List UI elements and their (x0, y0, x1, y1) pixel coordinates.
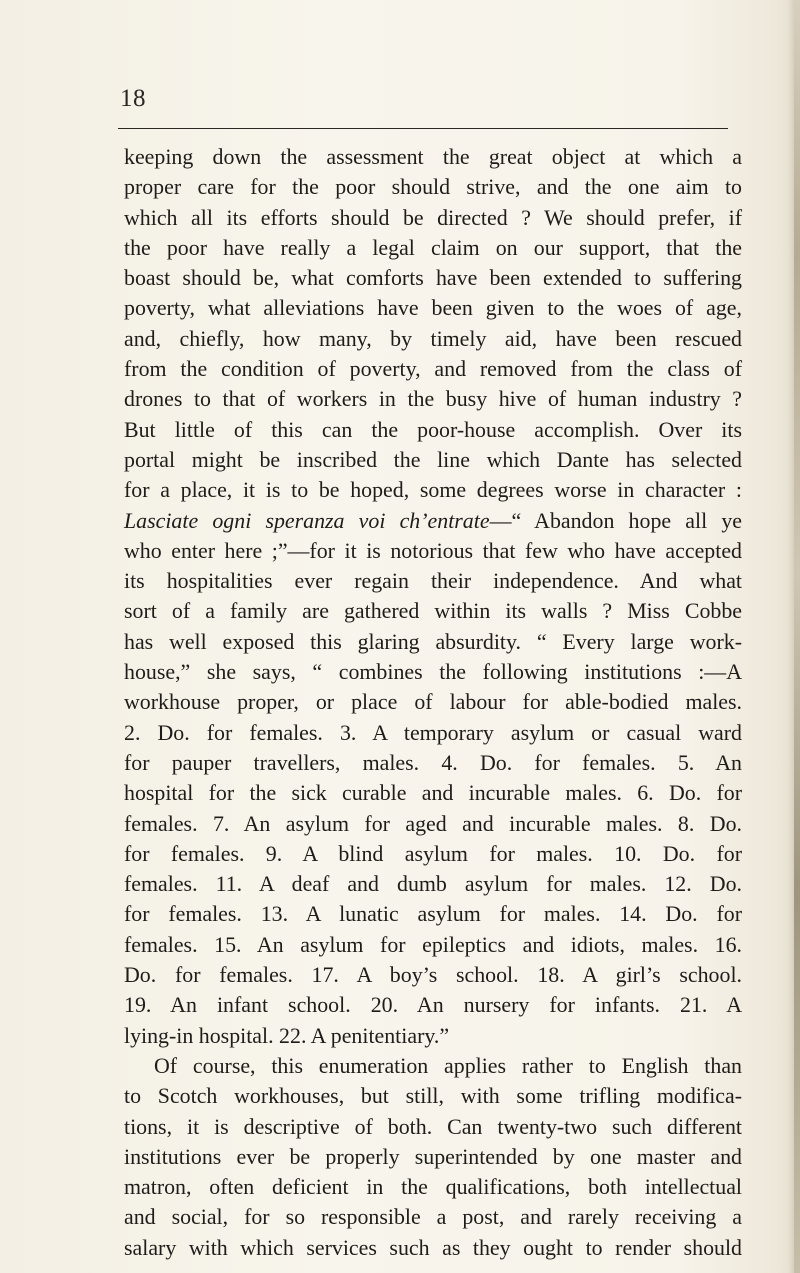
page-number: 18 (120, 85, 146, 112)
text-line: boast should be, what comforts have been extended to suffering (124, 265, 742, 291)
text-line: the poor have really a legal claim on our support, that the (124, 234, 742, 260)
text-line: from the condition of poverty, and removed from the class of (124, 356, 742, 382)
text-line: 2. Do. for females. 3. A temporary asylum or casual ward (124, 719, 742, 745)
body-text (124, 142, 742, 1263)
text-line: and social, for so responsible a post, and rarely receiving a (124, 1204, 742, 1230)
text-line: sort of a family are gathered within its walls ? Miss Cobbe (124, 598, 742, 624)
text-line: for females. 9. A blind asylum for males. 10. Do. for (124, 840, 742, 866)
text-line: But little of this can the poor-house accomplish. Over its (124, 416, 742, 442)
header-rule (118, 128, 728, 129)
text-line: matron, often deficient in the qualifications, both intellectual (124, 1174, 742, 1200)
text-line: keeping down the assessment the great object at which a (124, 144, 742, 169)
text-line: who enter here ;”—for it is notorious that few who have accepted (124, 537, 742, 563)
text-line: females. 15. An asylum for epileptics and idiots, males. 16. (124, 931, 742, 957)
text-line: to Scotch workhouses, but still, with some trifling modifica- (124, 1083, 742, 1109)
text-line: workhouse proper, or place of labour for able-bodied males. (124, 689, 742, 715)
text-line: for a place, it is to be hoped, some degrees worse in character : (124, 477, 742, 503)
text-line: has well exposed this glaring absurdity. “ Every large work- (124, 628, 742, 654)
page-edge (794, 0, 800, 1273)
text-line: for females. 13. A lunatic asylum for males. 14. Do. for (124, 901, 742, 927)
text-line: hospital for the sick curable and incurable males. 6. Do. for (124, 780, 742, 806)
dante-quote-line (124, 506, 742, 536)
text-line: drones to that of workers in the busy hive of human industry ? (124, 386, 742, 412)
text-line: salary with which services such as they ought to render should (124, 1234, 742, 1260)
text-line: tions, it is descriptive of both. Can twenty-two such different (124, 1113, 742, 1139)
text-line: females. 7. An asylum for aged and incurable males. 8. Do. (124, 810, 742, 836)
text-line: its hospitalities ever regain their independence. And what (124, 568, 742, 594)
text-line: proper care for the poor should strive, and the one aim to (124, 174, 742, 200)
text-line: institutions ever be properly superintended by one master and (124, 1143, 742, 1169)
text-line: poverty, what alleviations have been given to the woes of age, (124, 295, 742, 321)
text-line: 19. An infant school. 20. An nursery for infants. 21. A (124, 992, 742, 1018)
text-line: females. 11. A deaf and dumb asylum for males. 12. Do. (124, 871, 742, 897)
text-line: which all its efforts should be directed ? We should prefer, if (124, 204, 742, 230)
text-line: for pauper travellers, males. 4. Do. for females. 5. An (124, 749, 742, 775)
text-line: Do. for females. 17. A boy’s school. 18. A girl’s school. (124, 962, 742, 988)
english-quote: —“ Abandon hope all ye (489, 507, 743, 533)
paragraph-start: Of course, this enumeration applies rather to English than (154, 1052, 742, 1078)
text-line: lying-in hospital. 22. A penitentiary.” (124, 1022, 450, 1048)
italian-quote: Lasciate ogni speranza voi ch’entrate (124, 507, 490, 533)
text-line: portal might be inscribed the line which Dante has selected (124, 446, 742, 472)
text-line: house,” she says, “ combines the following institutions :—A (124, 659, 742, 685)
text-line: and, chiefly, how many, by timely aid, have been rescued (124, 325, 742, 351)
